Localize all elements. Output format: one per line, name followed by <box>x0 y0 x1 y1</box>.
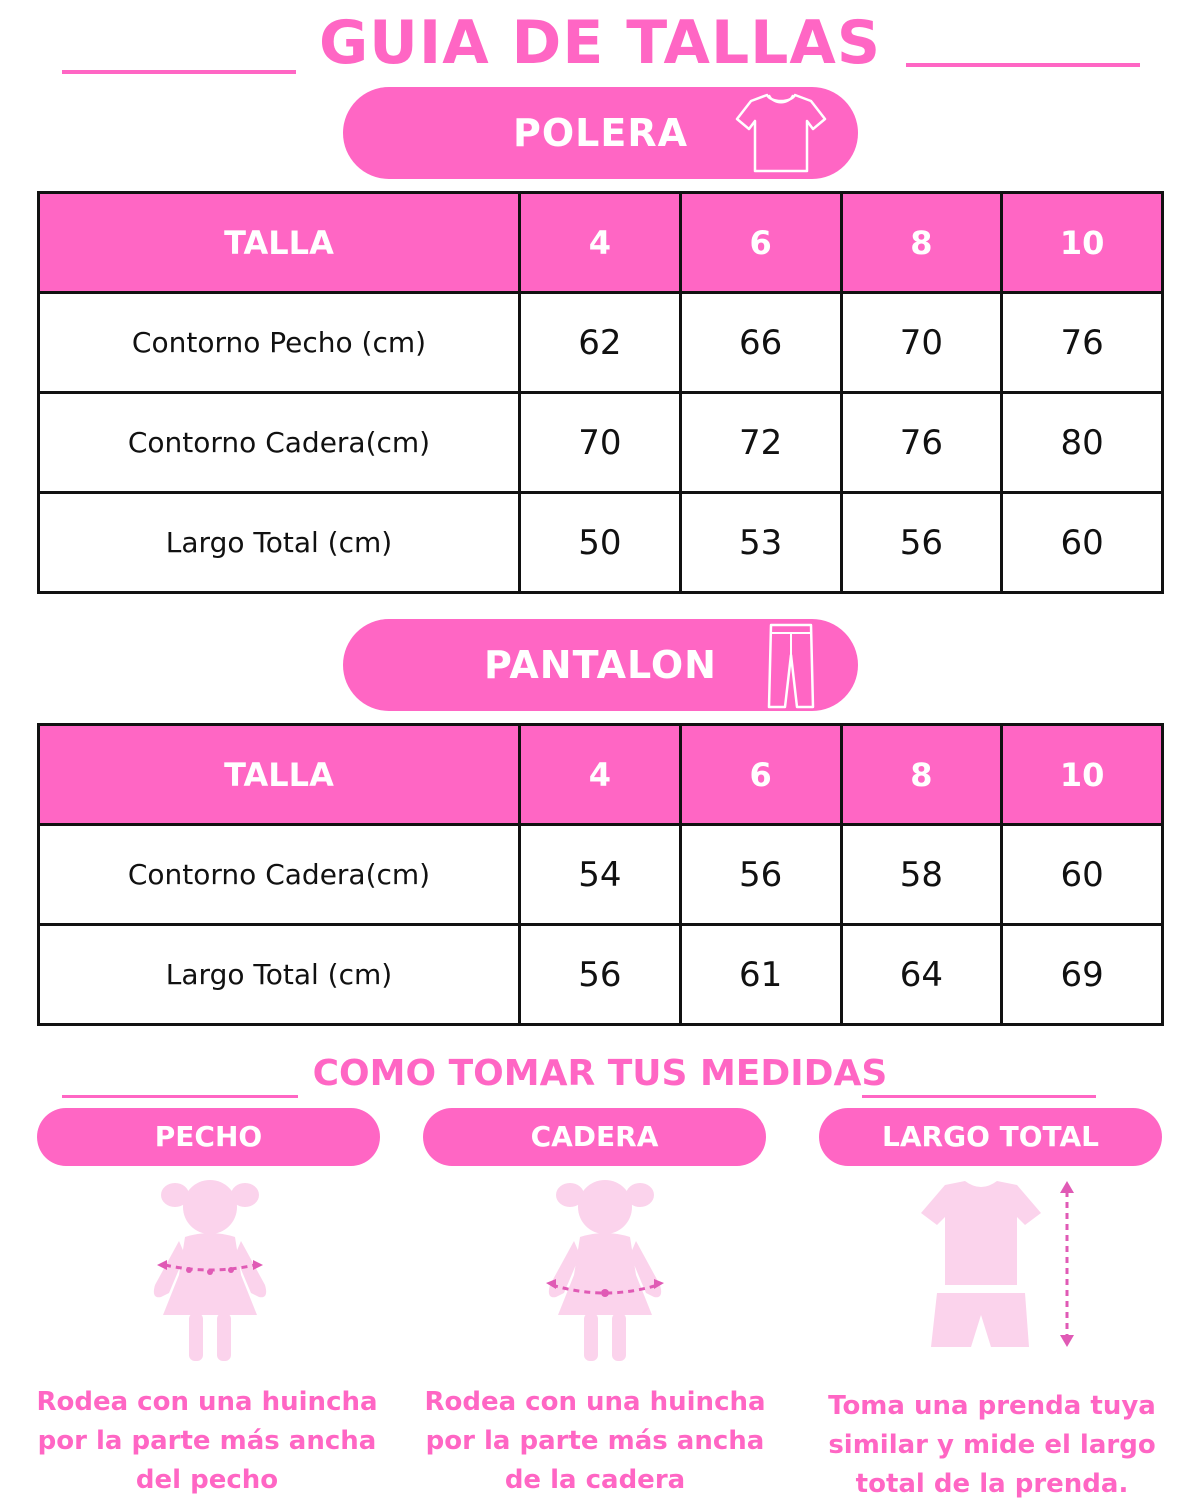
row-label: Largo Total (cm) <box>39 925 520 1025</box>
cell-value: 60 <box>1002 493 1163 593</box>
girl-hip-measure-icon <box>540 1175 670 1365</box>
t-shirt-icon <box>733 89 829 177</box>
description-line: por la parte más ancha <box>37 1426 377 1456</box>
cell-value: 61 <box>680 925 841 1025</box>
cell-value: 56 <box>520 925 681 1025</box>
cell-value: 72 <box>680 393 841 493</box>
table-header-row <box>39 193 1163 293</box>
cell-value: 76 <box>1002 293 1163 393</box>
header-size: 6 <box>680 725 841 825</box>
row-label: Contorno Cadera(cm) <box>39 393 520 493</box>
description-line: Toma una prenda tuya <box>828 1391 1156 1421</box>
cadera-description <box>405 1383 785 1500</box>
subtitle-rule-left <box>62 1095 298 1098</box>
polera-size-table <box>37 191 1164 594</box>
header-talla: TALLA <box>39 725 520 825</box>
description-line: Rodea con una huincha <box>424 1387 766 1417</box>
pantalon-size-table <box>37 723 1164 1026</box>
description-line: Rodea con una huincha <box>36 1387 378 1417</box>
largo-total-description <box>802 1387 1182 1504</box>
description-line: de la cadera <box>504 1465 686 1495</box>
description-line: por la parte más ancha <box>425 1426 765 1456</box>
girl-chest-measure-icon <box>145 1175 275 1365</box>
table-row <box>39 825 1163 925</box>
pecho-description <box>17 1383 397 1500</box>
header-size: 4 <box>520 193 681 293</box>
header-size: 8 <box>841 725 1002 825</box>
table-row <box>39 393 1163 493</box>
cell-value: 56 <box>680 825 841 925</box>
cell-value: 66 <box>680 293 841 393</box>
largo-total-banner: LARGO TOTAL <box>819 1108 1162 1166</box>
row-label: Largo Total (cm) <box>39 493 520 593</box>
cell-value: 80 <box>1002 393 1163 493</box>
header-size: 10 <box>1002 193 1163 293</box>
medidas-title: COMO TOMAR TUS MEDIDAS <box>312 1053 888 1094</box>
pants-icon <box>763 621 819 711</box>
cell-value: 64 <box>841 925 1002 1025</box>
header-talla: TALLA <box>39 193 520 293</box>
pecho-banner: PECHO <box>37 1108 380 1166</box>
row-label: Contorno Cadera(cm) <box>39 825 520 925</box>
header-size: 8 <box>841 193 1002 293</box>
clothes-length-measure-icon <box>905 1175 1085 1355</box>
cell-value: 50 <box>520 493 681 593</box>
page-title: GUIA DE TALLAS <box>318 8 882 78</box>
cell-value: 53 <box>680 493 841 593</box>
subtitle-rule-right <box>862 1095 1096 1098</box>
table-row <box>39 293 1163 393</box>
cell-value: 58 <box>841 825 1002 925</box>
cell-value: 70 <box>520 393 681 493</box>
polera-label: POLERA <box>513 111 688 155</box>
table-row <box>39 925 1163 1025</box>
pantalon-label: PANTALON <box>484 643 717 687</box>
row-label: Contorno Pecho (cm) <box>39 293 520 393</box>
cell-value: 70 <box>841 293 1002 393</box>
cell-value: 62 <box>520 293 681 393</box>
description-line: similar y mide el largo <box>828 1430 1156 1460</box>
description-line: total de la prenda. <box>855 1469 1129 1499</box>
polera-banner <box>343 87 858 179</box>
header-size: 4 <box>520 725 681 825</box>
header-size: 10 <box>1002 725 1163 825</box>
pantalon-banner <box>343 619 858 711</box>
cell-value: 54 <box>520 825 681 925</box>
cadera-banner: CADERA <box>423 1108 766 1166</box>
table-header-row <box>39 725 1163 825</box>
cell-value: 60 <box>1002 825 1163 925</box>
cell-value: 76 <box>841 393 1002 493</box>
description-line: del pecho <box>135 1465 279 1495</box>
header-size: 6 <box>680 193 841 293</box>
title-rule-right <box>906 63 1140 67</box>
cell-value: 56 <box>841 493 1002 593</box>
table-row <box>39 493 1163 593</box>
cell-value: 69 <box>1002 925 1163 1025</box>
